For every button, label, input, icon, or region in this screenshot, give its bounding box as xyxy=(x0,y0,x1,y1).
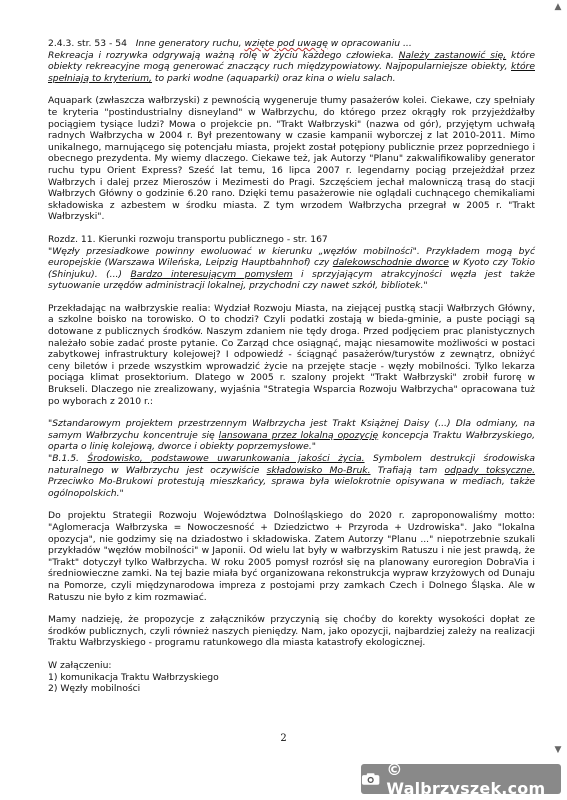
page-number: 2 xyxy=(280,733,287,744)
section-2-4-3 xyxy=(48,38,535,84)
quote-underlined: Bardzo interesującym pomysłem xyxy=(130,268,293,280)
quote-text: które obiekty rekreacyjne mogą generować znaczący ruch międzypowiatowy. Najpopularniejsze obiekty, xyxy=(48,49,535,73)
quote-underlined: lansowana przez lokalną opozycję xyxy=(218,429,379,441)
quote-underlined: Środowisko, podstawowe uwarunkowania jakości życia. xyxy=(87,453,365,464)
quote-underlined: odpady toksyczne. xyxy=(444,464,536,476)
camera-icon xyxy=(361,772,380,786)
attachment-item: 2) Węzły mobilności xyxy=(48,683,141,695)
scroll-up-icon[interactable]: ▲ xyxy=(554,2,562,12)
paragraph-nadzieja: Mamy nadzieję, że propozycje z załączników przyczynią się choćby do korekty wysokości dopłat ze środków publicznych, czyli również naszych pieniędzy. Nam, jako opozycji, najbardziej zależy na realizacji Traktu Wałbrzyskiego - programu ratunkowego dla miasta katastrofy ekologicznej. xyxy=(48,614,535,649)
paragraph-przekladajac: Przekładając na wałbrzyskie realia: Wydział Rozwoju Miasta, na ziejącej pustką stacji Wałbrzych Główny, a szkolne boisko na torowisko. O to chodzi? Czyli podatki zostają w bieda-gminie, a puste pociągi są dotowane z publicznych środków. Naszym zdaniem nie tędy droga. Przed podjęciem prac planistycznych należało sobie zadać proste pytanie. Co Zarząd chce osiągnąć, mając niesamowite możliwości w postaci zabytkowej infrastruktury kolejowej? I odpowiedź - ściągnąć pasażerów/turystów z zewnątrz, obniżyć ceny biletów i przede wszystkim wprowadzić życie na przejęte stacje - węzły mobilności. Tylko lekarza pociąga klimat prosektorium. Dlatego w 2005 r. szalony projekt "Trakt Wałbrzyski" zrobił furorę w Brukseli. Dlaczego nie zrealizowany, wyjaśnia "Strategia Wsparcia Rozwoju Wałbrzycha" opracowana tuż po wyborach z 2010 r.: xyxy=(48,302,535,407)
section-rozdz-11 xyxy=(48,234,535,292)
watermark-logo xyxy=(361,760,561,798)
quote-text: "B.1.5. xyxy=(48,453,79,464)
quote-text: Rekreacja i rozrywka odgrywają ważną rolę w życiu każdego człowieka. xyxy=(48,49,394,61)
quote-text: "Węzły przesiadkowe powinny ewoluować w kierunku „węzłów mobilności". Przykładem mogą być europejskie (Warszawa Wileńska, Leipzig Hauptbahnhof) czy xyxy=(48,245,535,269)
quote-text: Przeciwko Mo-Brukowi protestują mieszkańcy, sprawa była wielokrotnie opisywana w mediach, także ogólnopolskich." xyxy=(48,476,535,499)
quote-underlined: dalekowschodnie dworce xyxy=(332,257,449,269)
watermark-text: © Walbrzyszek.com xyxy=(386,760,546,798)
paragraph-strategii: Do projektu Strategii Rozwoju Województwa Dolnośląskiego do 2020 r. zaproponowaliśmy motto: "Aglomeracja Wałbrzyska = Nowoczesność + Dziedzictwo + Przyroda + Uzdrowiska". Jako "lokalna opozycja", nie godzimy się na dziadostwo i składowiska. Zatem Autorzy "Planu ..." niepotrzebnie szukali przykładów "węzłów mobilności" w Japonii. Od wielu lat były w wałbrzyskim Ratuszu i nie jest prawdą, że "Trakt" dotyczył tylko Wałbrzycha. W roku 2005 pomysł rozrósł się na planowany euroregion DobraVia i średniowieczne zamki. Na tej bazie miała być organizowana rekonstrukcja wypraw krzyżowych od Dunaju na Pomorze, czyli międzynarodowa impreza z postojami przy zamkach Czech i Dolnego Śląska. Ale w Ratuszu nie było z kim rozmawiać. xyxy=(48,510,535,603)
quote-text: w Kyoto czy Tokio (Shinjuku). (...) xyxy=(48,257,535,280)
quote-text: to parki wodne (aquaparki) oraz kina o wielu salach. xyxy=(154,72,396,84)
attachment-item: 1) komunikacja Traktu Wałbrzyskiego xyxy=(48,671,219,683)
quote-text: Trafiają tam xyxy=(377,464,438,476)
paragraph-aquapark: Aquapark (zwłaszcza wałbrzyski) z pewnością wygeneruje tłumy pasażerów kolei. Ciekawe, czy spełniały te kryteria "postindustrialny disneyland" w Wałbrzychu, do którego przez okrągły rok przyjeżdżałby pociągiem tysiące ludzi? Mowa o projekcie pn. "Trakt Wałbrzyski" (nazwa od gór), przyjętym uchwałą radnych Wałbrzycha w 2004 r. Był prezentowany w czasie kampanii wyborczej z lat 2010-2011. Mimo unikalnego, marnującego się potencjału miasta, projekt został potępiony publicznie przez poprzedniego i obecnego prezydenta. My wiemy dlaczego. Ciekawe też, jak Autorzy "Planu" zakwalifikowaliby generator ruchu typu Orient Express? Sześć lat temu, 16 lipca 2007 r. legendarny pociąg przejeżdżał przez Wałbrzych i dalej przez Mieroszów i Mezimesti do Pragi. Szczęściem jechał malowniczą trasą do stacji Wałbrzych Główny o godzinie 6.20 rano. Dzięki temu pasażerowie nie oglądali cuchnącego chemikaliami składowiska z azbestem w środku miasta. Z tym wrzodem Wałbrzycha przegrał w 2005 r. "Trakt Wałbrzyski". xyxy=(48,95,535,223)
quote-text: Symbolem destrukcji środowiska naturalnego w Wałbrzychu jest oczywiście xyxy=(48,453,535,476)
section-heading-underlined: wzięte pod uwagę xyxy=(244,38,328,49)
quote-text: "Sztandarowym projektem przestrzennym Wałbrzycha jest Trakt Książnej Daisy (...) Dla odmiany, na samym Wałbrzychu koncentruje się xyxy=(48,418,535,441)
quote-underlined: składowisko Mo-Bruk. xyxy=(266,464,371,476)
quote-text: i sprzyjającym atrakcyjności węzła jest także sytuowanie urzędów administracji lokalnej, przychodni czy nawet szkół, bibliotek." xyxy=(48,268,536,292)
quote-text: koncepcja Traktu Wałbrzyskiego, oparta o linię kolejową, dworce i obiekty poprzemysłowe." xyxy=(48,429,535,453)
quote-underlined: które spełniają to kryterium, xyxy=(48,61,535,84)
section-heading-rest: w opracowaniu ... xyxy=(330,38,412,49)
attachments-label: W załączeniu: xyxy=(48,659,112,671)
quote-underlined: Należy zastanowić się, xyxy=(398,49,507,61)
document-body xyxy=(48,38,535,695)
quote-strategy xyxy=(48,418,535,499)
scroll-down-icon[interactable]: ▼ xyxy=(554,745,562,755)
section-ref: 2.4.3. str. 53 - 54 xyxy=(48,38,127,49)
attachments-list xyxy=(48,660,535,695)
section-heading-italic: Inne generatory ruchu, xyxy=(135,38,242,49)
section-heading: Rozdz. 11. Kierunki rozwoju transportu publicznego - str. 167 xyxy=(48,233,328,245)
